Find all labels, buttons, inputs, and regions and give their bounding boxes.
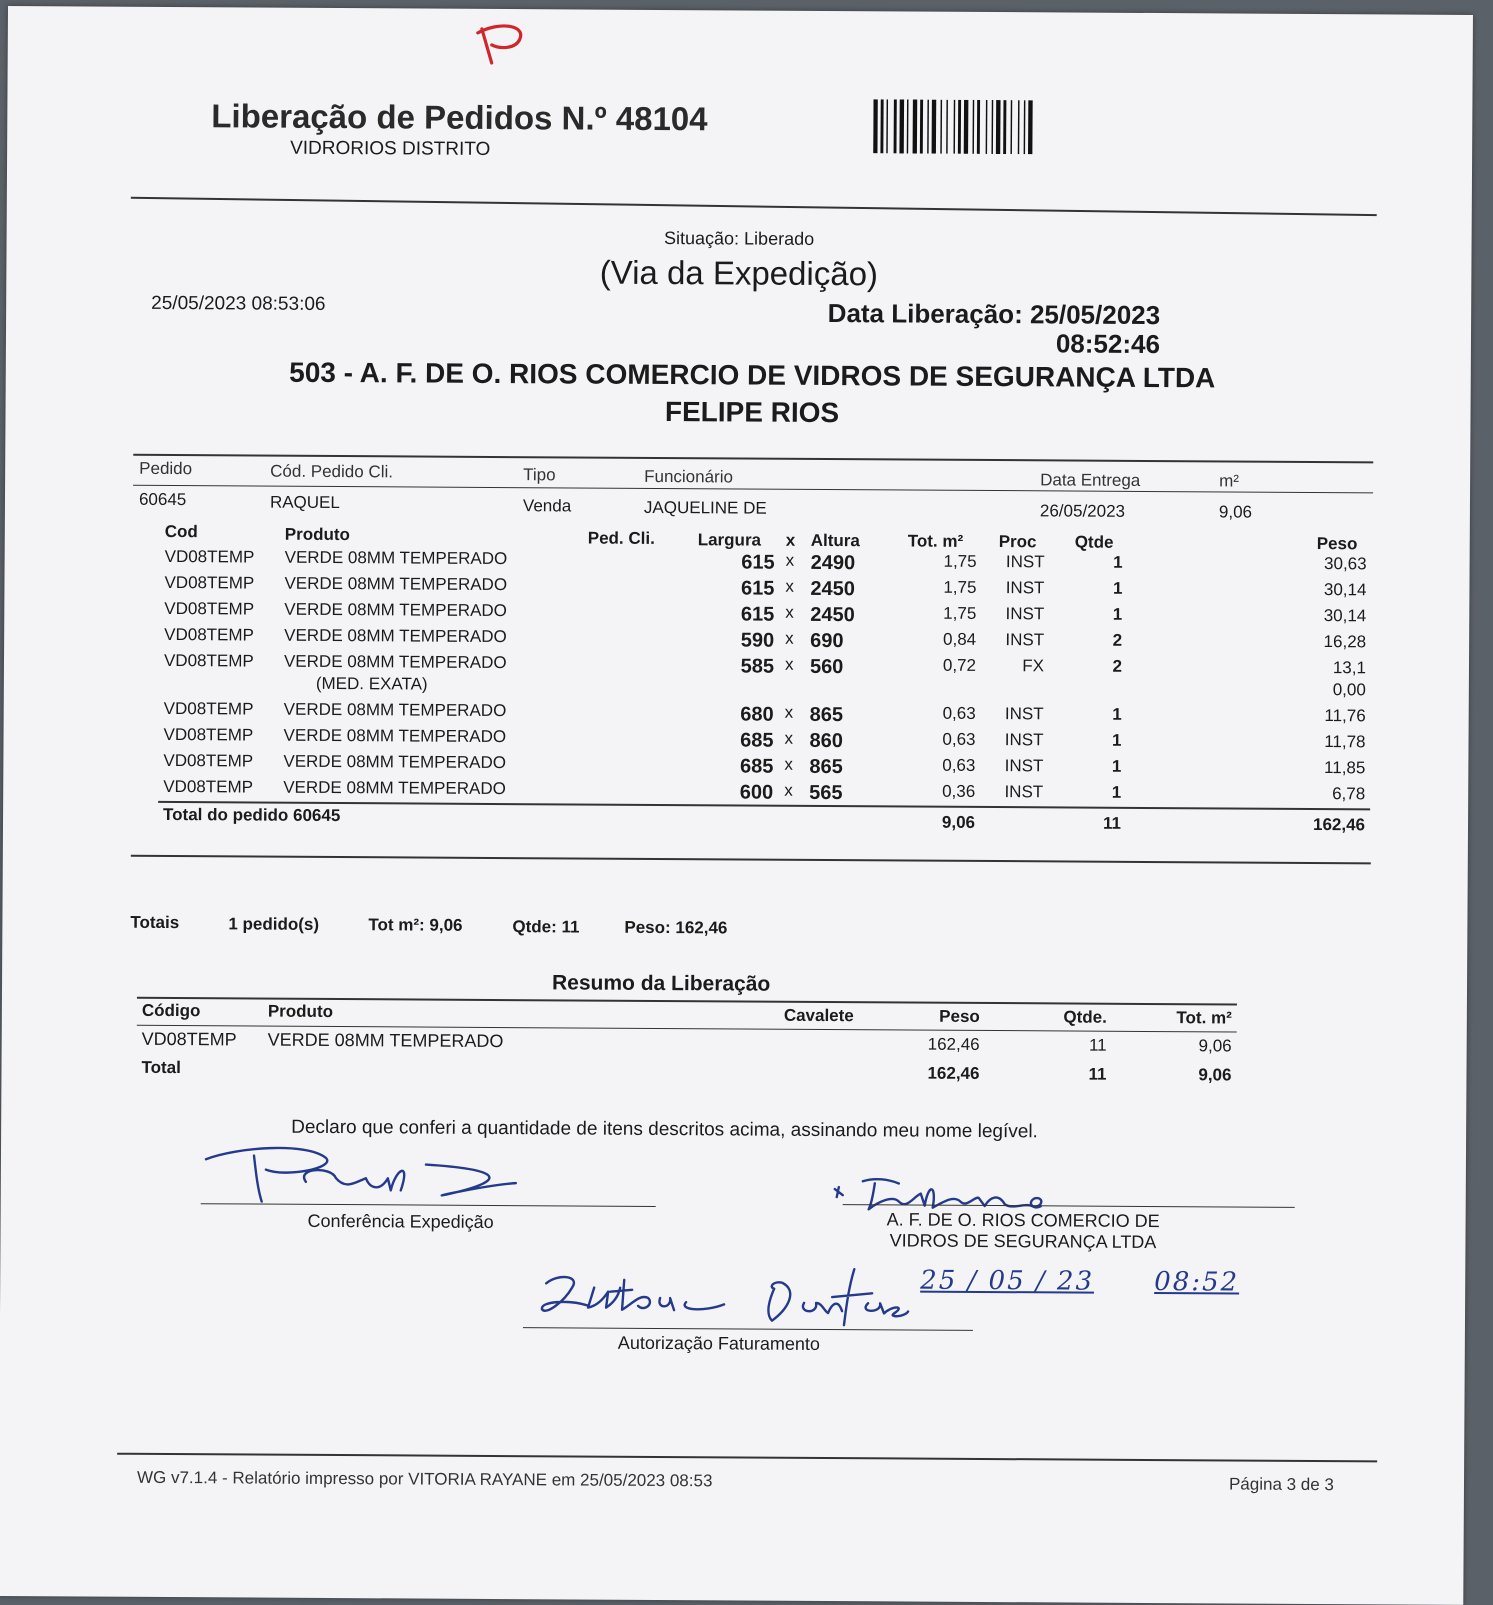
release-time: 08:52:46 [1055, 328, 1161, 360]
item-x: x [784, 754, 793, 774]
item-produto: VERDE 08MM TEMPERADO [283, 651, 507, 673]
item-altura: 865 [809, 703, 844, 727]
item-largura: 585 [740, 655, 775, 678]
item-altura: 2490 [810, 551, 856, 575]
resumo-col-codigo: Código [141, 1000, 201, 1021]
item-note-peso: 0,00 [1332, 680, 1366, 700]
item-proc: INST [1005, 604, 1045, 624]
item-proc: INST [1004, 756, 1044, 776]
item-produto: VERDE 08MM TEMPERADO [284, 547, 508, 569]
item-x: x [785, 628, 794, 648]
item-altura: 865 [809, 755, 843, 779]
resumo-total-label: Total [141, 1057, 181, 1078]
client-name [5, 352, 1493, 435]
item-tot-m2: 0,84 [942, 629, 977, 649]
item-tot-m2: 1,75 [943, 603, 977, 623]
item-largura: 680 [740, 703, 774, 726]
item-x: x [784, 702, 794, 722]
totals-m2: Tot m²: 9,06 [368, 915, 463, 935]
item-proc: INST [1004, 782, 1044, 802]
order-total-peso: 162,46 [1312, 814, 1366, 835]
footer-left: WG v7.1.4 - Relatório impresso por VITORIA RAYANE em 25/05/2023 08:53 [136, 1467, 713, 1491]
item-cod: VD08TEMP [163, 724, 254, 745]
client-line-1: 503 - A. F. DE O. RIOS COMERCIO DE VIDROS DE SEGURANÇA LTDA [289, 356, 1216, 394]
col-largura: Largura [697, 530, 762, 550]
col-tot-m2: Tot. m² [907, 531, 964, 551]
resumo-total-qtde: 11 [1088, 1064, 1107, 1084]
footer-divider [117, 1453, 1377, 1463]
item-peso: 11,85 [1324, 758, 1366, 778]
m2-value: 9,06 [1218, 502, 1253, 522]
empresa-label-line-2: VIDROS DE SEGURANÇA LTDA [889, 1230, 1157, 1253]
item-largura: 615 [741, 577, 775, 600]
item-proc: INST [1005, 630, 1045, 650]
item-x: x [784, 780, 793, 800]
resumo-row-codigo: VD08TEMP [141, 1028, 237, 1050]
signature-conferencia [196, 1137, 536, 1209]
resumo-col-peso: Peso [939, 1006, 980, 1026]
barcode [873, 99, 1093, 154]
item-produto: VERDE 08MM TEMPERADO [283, 725, 507, 747]
item-produto: VERDE 08MM TEMPERADO [283, 751, 507, 773]
document-title: Liberação de Pedidos N.º 48104 [211, 97, 708, 138]
col-funcionario: Funcionário [644, 466, 734, 487]
col-x: x [785, 530, 796, 550]
cod-pedido-cli-value: RAQUEL [269, 492, 340, 513]
item-qtde: 1 [1112, 704, 1122, 724]
item-peso: 16,28 [1323, 632, 1367, 652]
item-x: x [785, 576, 795, 596]
item-produto: VERDE 08MM TEMPERADO [283, 777, 506, 799]
declaration-text: Declaro que conferi a quantidade de itens descritos acima, assinando meu nome legível. [291, 1116, 1038, 1143]
col-data-entrega: Data Entrega [1040, 470, 1141, 490]
status-text: Situação: Liberado [663, 228, 815, 249]
footer-page-number: Página 3 de 3 [1228, 1474, 1334, 1495]
item-qtde: 2 [1112, 656, 1123, 676]
resumo-title: Resumo da Liberação [551, 971, 771, 996]
item-x: x [784, 728, 794, 748]
col-peso: Peso [1316, 534, 1358, 554]
item-qtde: 1 [1111, 782, 1122, 802]
item-produto: VERDE 08MM TEMPERADO [284, 599, 507, 621]
col-produto: Produto [284, 524, 350, 545]
resumo-col-qtde: Qtde. [1063, 1007, 1107, 1027]
item-tot-m2: 0,63 [942, 755, 976, 775]
item-cod: VD08TEMP [163, 750, 254, 771]
item-produto: VERDE 08MM TEMPERADO [284, 625, 507, 647]
item-altura: 2450 [810, 577, 856, 601]
item-largura: 600 [739, 781, 774, 804]
col-m2: m² [1219, 471, 1240, 491]
resumo-row-qtde: 11 [1088, 1035, 1107, 1055]
item-proc: INST [1005, 578, 1045, 598]
print-datetime: 25/05/2023 08:53:06 [151, 292, 326, 315]
release-date-label: Data Liberação: 25/05/2023 [827, 298, 1161, 331]
item-largura: 590 [740, 629, 775, 652]
item-tot-m2: 0,36 [942, 781, 976, 801]
client-line-2: FELIPE RIOS [664, 396, 840, 429]
item-cod: VD08TEMP [164, 598, 255, 619]
funcionario-value: JAQUELINE DE [643, 497, 767, 518]
item-altura: 565 [809, 781, 843, 805]
signature-autorizacao [528, 1257, 928, 1331]
item-largura: 685 [740, 729, 774, 752]
item-tot-m2: 0,63 [942, 729, 976, 749]
resumo-row-produto: VERDE 08MM TEMPERADO [267, 1029, 504, 1052]
empresa-label [886, 1209, 1159, 1253]
conferencia-label: Conferência Expedição [307, 1210, 494, 1232]
item-proc: INST [1004, 704, 1044, 724]
resumo-total-tot-m2: 9,06 [1198, 1065, 1232, 1085]
empresa-label-line-1: A. F. DE O. RIOS COMERCIO DE [886, 1209, 1160, 1232]
item-largura: 615 [740, 603, 775, 626]
col-cod: Cod [164, 521, 198, 542]
item-tot-m2: 1,75 [943, 551, 977, 571]
col-tipo: Tipo [523, 465, 556, 485]
pedido-value: 60645 [138, 489, 187, 510]
item-x: x [785, 602, 794, 622]
item-tot-m2: 0,63 [942, 703, 976, 723]
item-x: x [784, 654, 794, 674]
col-pedido: Pedido [139, 458, 193, 479]
item-altura: 690 [810, 629, 844, 653]
tipo-value: Venda [522, 496, 572, 516]
item-cod: VD08TEMP [163, 650, 254, 671]
item-produto: VERDE 08MM TEMPERADO [283, 699, 507, 721]
item-peso: 30,14 [1323, 606, 1367, 626]
divider [131, 855, 1371, 865]
divider [131, 197, 1377, 216]
col-cod-pedido-cli: Cód. Pedido Cli. [270, 461, 394, 482]
item-largura: 685 [739, 755, 774, 778]
item-proc: INST [1005, 552, 1045, 572]
item-cod: VD08TEMP [164, 546, 255, 567]
item-x: x [785, 550, 795, 570]
totals-pedidos: 1 pedido(s) [228, 914, 320, 934]
item-produto: VERDE 08MM TEMPERADO [284, 573, 508, 595]
resumo-col-cavalete: Cavalete [783, 1005, 854, 1026]
item-proc: FX [1022, 656, 1045, 676]
col-proc: Proc [998, 532, 1037, 552]
item-qtde: 1 [1112, 604, 1123, 624]
item-qtde: 1 [1112, 578, 1123, 598]
item-qtde: 2 [1112, 630, 1123, 650]
item-tot-m2: 0,72 [942, 655, 977, 675]
resumo-row-tot-m2: 9,06 [1198, 1036, 1232, 1056]
item-peso: 30,14 [1323, 580, 1367, 600]
item-cod: VD08TEMP [164, 572, 255, 593]
item-peso: 13,1 [1332, 658, 1367, 678]
resumo-row-peso: 162,46 [927, 1034, 980, 1054]
order-total-label: Total do pedido 60645 [163, 804, 341, 826]
resumo-col-produto: Produto [267, 1001, 334, 1022]
handwritten-date: 25 / 05 / 23 [920, 1265, 1095, 1297]
handwritten-time: 08:52 [1154, 1267, 1240, 1298]
release-date [735, 298, 1160, 359]
item-qtde: 1 [1111, 756, 1122, 776]
resumo-col-tot-m2: Tot. m² [1176, 1008, 1232, 1028]
document-page [0, 6, 1473, 1605]
col-ped-cli: Ped. Cli. [587, 528, 655, 548]
totals-qtde: Qtde: 11 [512, 917, 580, 937]
item-peso: 11,76 [1324, 706, 1366, 726]
item-altura: 860 [809, 729, 843, 753]
totals-label: Totais [130, 912, 180, 933]
item-peso: 30,63 [1324, 554, 1367, 574]
order-total-m2: 9,06 [941, 812, 976, 832]
item-qtde: 1 [1113, 552, 1123, 572]
item-tot-m2: 1,75 [943, 577, 977, 597]
col-altura: Altura [810, 530, 860, 551]
item-note: (MED. EXATA) [315, 673, 428, 694]
copy-type-heading: (Via da Expedição) [599, 253, 879, 293]
item-cod: VD08TEMP [164, 624, 254, 645]
item-proc: INST [1004, 730, 1044, 750]
col-qtde: Qtde [1074, 532, 1114, 552]
item-cod: VD08TEMP [163, 776, 254, 797]
item-qtde: 1 [1112, 730, 1122, 750]
item-cod: VD08TEMP [163, 698, 254, 719]
item-largura: 615 [741, 551, 775, 574]
order-total-qtde: 11 [1102, 813, 1122, 833]
data-entrega-value: 26/05/2023 [1039, 501, 1126, 521]
item-peso: 11,78 [1324, 732, 1366, 752]
totals-peso: Peso: 162,46 [624, 917, 728, 938]
company-name: VIDRORIOS DISTRITO [290, 137, 491, 160]
item-altura: 2450 [810, 603, 855, 627]
autorizacao-label: Autorização Faturamento [617, 1332, 821, 1354]
item-altura: 560 [809, 655, 844, 679]
handwritten-p-mark [470, 15, 540, 75]
item-peso: 6,78 [1332, 784, 1366, 804]
resumo-total-peso: 162,46 [927, 1063, 980, 1083]
